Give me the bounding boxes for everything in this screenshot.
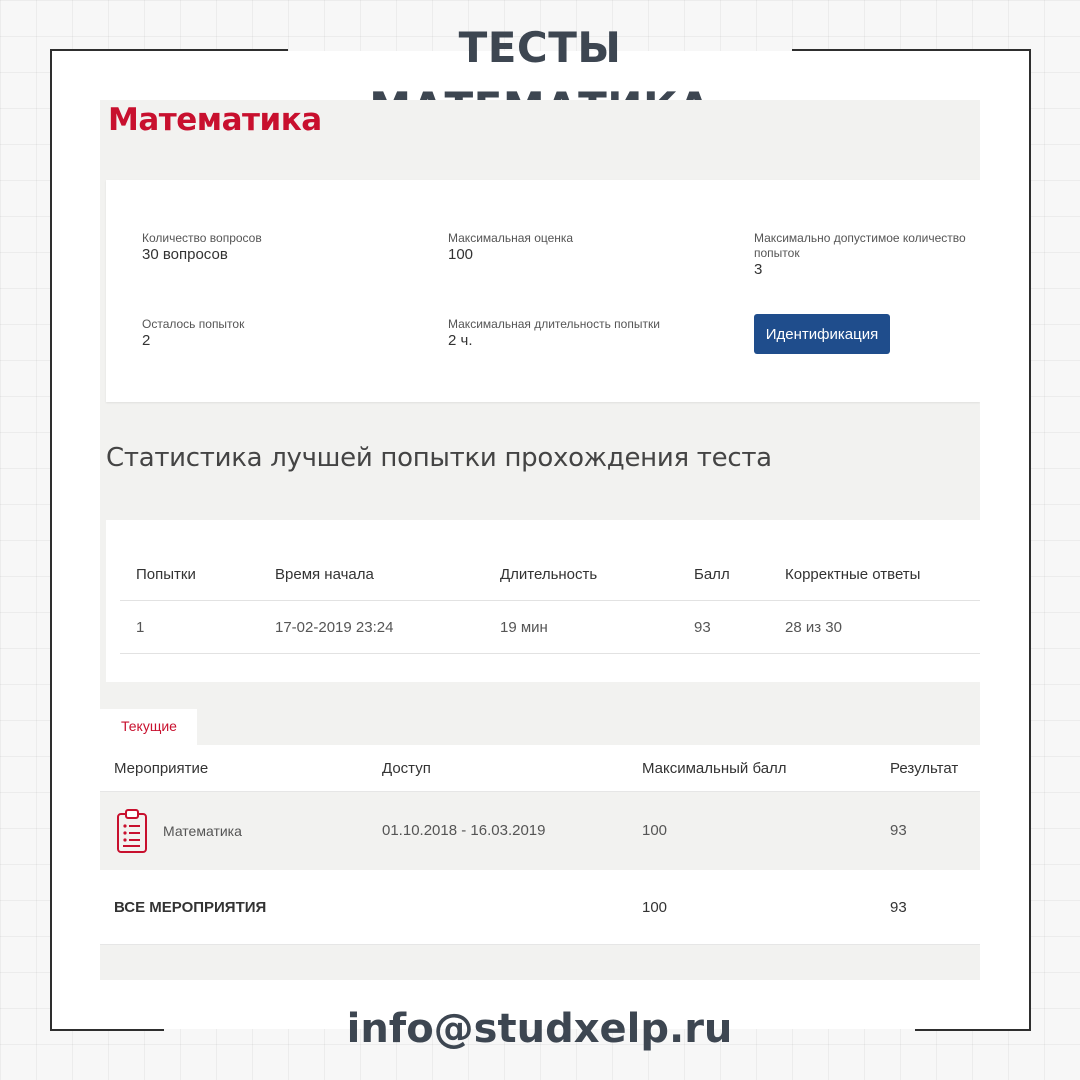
table-cell: 19 мин [500, 619, 548, 636]
column-header: Балл [694, 566, 730, 583]
events-table-header [100, 745, 980, 792]
info-max-score [448, 231, 698, 264]
info-value: 2 [142, 332, 151, 349]
footer-email[interactable]: info@studxelp.ru [346, 1006, 733, 1052]
column-header: Мероприятие [114, 760, 209, 777]
info-label: Количество вопросов [142, 231, 262, 245]
frame-line [1029, 49, 1031, 1031]
stats-table [106, 520, 980, 682]
test-info-card [106, 180, 980, 402]
events-section [100, 705, 980, 980]
clipboard-icon [116, 808, 148, 854]
info-value: 2 ч. [448, 332, 473, 349]
page-title: Математика [108, 102, 322, 138]
column-header: Время начала [275, 566, 374, 583]
column-header: Результат [890, 760, 959, 777]
table-cell: 1 [136, 619, 145, 636]
table-cell: 93 [694, 619, 711, 636]
info-value: 3 [754, 261, 763, 278]
total-result: 93 [890, 899, 907, 916]
event-name-link[interactable]: Математика [163, 823, 242, 839]
total-max-score: 100 [642, 899, 668, 916]
info-label: Максимальная оценка [448, 231, 574, 245]
events-table [100, 745, 980, 945]
info-attempts-left [142, 317, 392, 350]
table-row[interactable] [100, 792, 980, 870]
info-max-attempts [754, 231, 976, 279]
events-total-row [100, 870, 980, 945]
total-label: ВСЕ МЕРОПРИЯТИЯ [114, 899, 267, 916]
info-questions [142, 231, 392, 264]
event-max-score: 100 [642, 822, 668, 839]
stats-title: Статистика лучшей попытки прохождения теста [106, 443, 772, 473]
frame-line [50, 1029, 164, 1031]
frame-line [50, 49, 288, 51]
info-value: 30 вопросов [142, 246, 228, 263]
frame-line [50, 49, 52, 1031]
frame-line [915, 1029, 1031, 1031]
identification-button[interactable]: Идентификация [754, 314, 890, 354]
tab-current[interactable]: Текущие [100, 709, 197, 745]
info-max-duration [448, 317, 698, 350]
stats-table-header [120, 549, 980, 601]
info-label: Осталось попыток [142, 317, 245, 331]
column-header: Корректные ответы [785, 566, 921, 583]
table-row [120, 602, 980, 654]
table-cell: 28 из 30 [785, 619, 842, 636]
column-header: Попытки [136, 566, 196, 583]
screenshot [100, 100, 980, 980]
table-cell: 17-02-2019 23:24 [275, 619, 394, 636]
info-value: 100 [448, 246, 474, 263]
column-header: Максимальный балл [642, 760, 787, 777]
info-label: Максимально допустимое количество попыток [754, 231, 966, 260]
column-header: Доступ [382, 760, 431, 777]
frame-line [792, 49, 1031, 51]
event-result: 93 [890, 822, 907, 839]
event-access: 01.10.2018 - 16.03.2019 [382, 822, 546, 839]
column-header: Длительность [500, 566, 598, 583]
banner-title: ТЕСТЫ [458, 23, 622, 72]
info-label: Максимальная длительность попытки [448, 317, 660, 331]
